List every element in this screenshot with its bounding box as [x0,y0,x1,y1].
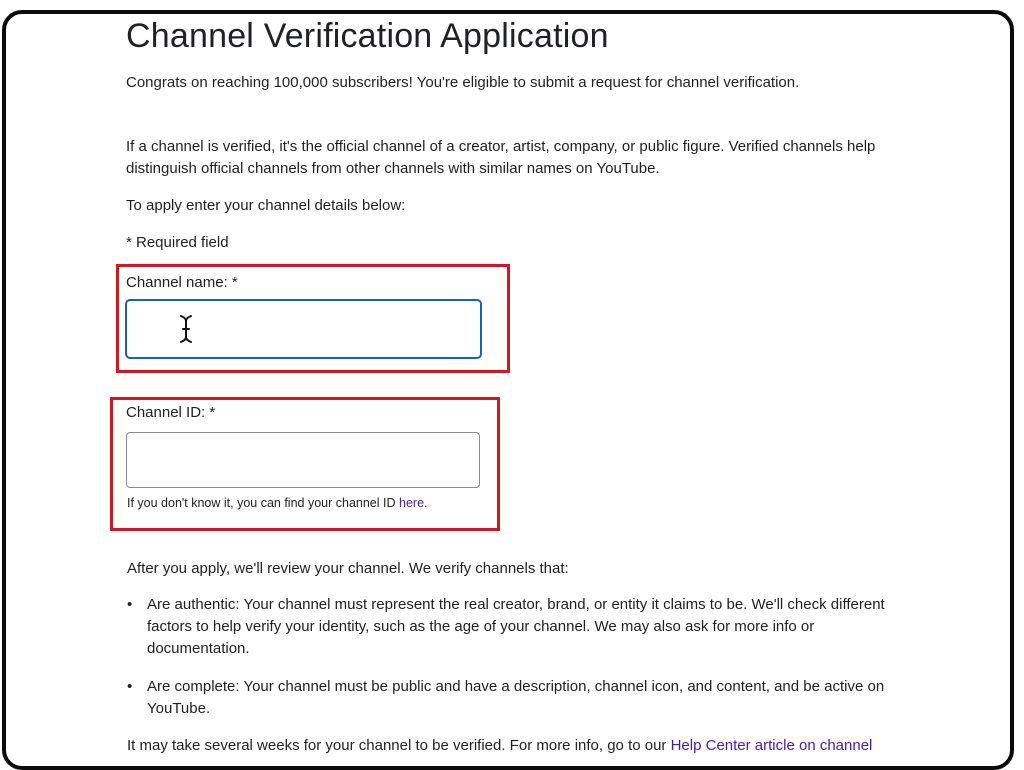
footer-text-prefix: It may take several weeks for your channel to be verified. For more info, go to our [127,737,671,754]
list-item [127,594,917,660]
help-center-link[interactable]: Help Center article on channel [670,737,873,754]
channel-id-hint-prefix: If you don't know it, you can find your channel ID [127,496,399,510]
page-content [6,14,1010,766]
channel-id-label: Channel ID: * [126,404,216,421]
page-title: Channel Verification Application [126,17,609,55]
review-intro: After you apply, we'll review your channel. We verify channels that: [127,560,569,577]
bullet-icon: • [127,678,133,695]
channel-name-label: Channel name: * [126,274,238,291]
channel-id-hint [127,496,428,510]
screenshot-frame [2,10,1014,770]
list-item [127,676,917,720]
bullet-text: Are authentic: Your channel must represent the real creator, brand, or entity it claims to be. We'll check different factors to help verify your identity, such as the age of your channel. We may also ask for more info or documentation. [147,596,885,657]
find-channel-id-link[interactable]: here [399,496,425,510]
text-cursor-icon [179,314,193,344]
congrats-text: Congrats on reaching 100,000 subscribers! You're eligible to submit a request for channel verification. [126,74,800,91]
apply-prompt: To apply enter your channel details below: [126,197,406,214]
intro-text: If a channel is verified, it's the official channel of a creator, artist, company, or public figure. Verified channels help distinguish official channels from other channels with similar names on YouTube. [126,138,876,177]
bullet-text: Are complete: Your channel must be public and have a description, channel icon, and content, and be active on YouTube. [147,678,885,717]
bullet-icon: • [127,596,133,613]
channel-id-hint-suffix: . [424,496,428,510]
required-note: * Required field [126,234,229,251]
channel-id-input[interactable] [126,432,480,488]
